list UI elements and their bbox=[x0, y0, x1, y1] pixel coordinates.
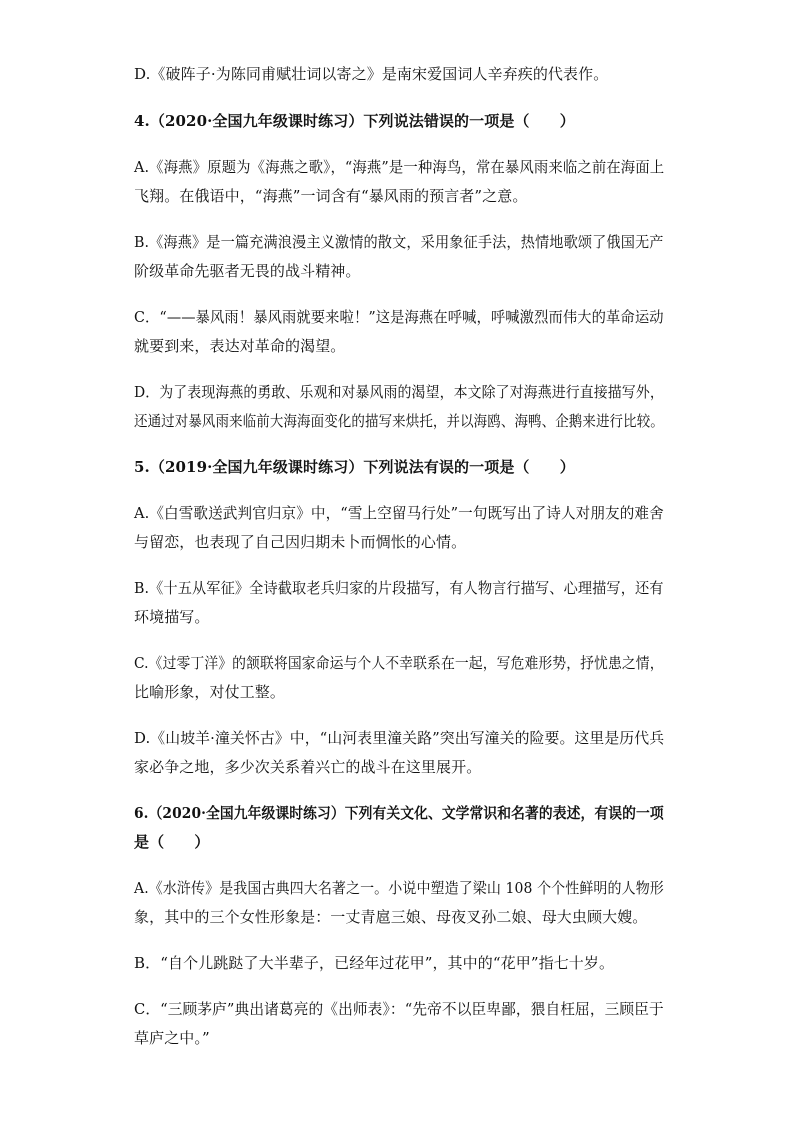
q6-option-a-line2: 象，其中的三个女性形象是：一丈青扈三娘、母夜叉孙二娘、母大虫顾大嫂。 bbox=[134, 908, 648, 926]
q4-option-b-line1: B.《海燕》是一篇充满浪漫主义激情的散文，采用象征手法，热情地歌颂了俄国无产 bbox=[134, 233, 664, 251]
q5-option-c-line1: C.《过零丁洋》的颔联将国家命运与个人不幸联系在一起，写危难形势，抒忧患之情， bbox=[134, 654, 664, 672]
q6-option-c-line2: 草庐之中。” bbox=[134, 1029, 210, 1047]
q6-stem-line2: 是（ ） bbox=[134, 833, 210, 851]
q4-option-c-line2: 就要到来，表达对革命的渴望。 bbox=[134, 337, 346, 355]
q4-option-d-line1: D．为了表现海燕的勇敢、乐观和对暴风雨的渴望，本文除了对海燕进行直接描写外， bbox=[134, 383, 664, 401]
q4-option-a-line2: 飞翔。在俄语中，“海燕”一词含有“暴风雨的预言者”之意。 bbox=[134, 187, 528, 205]
q5-option-c-line2: 比喻形象，对仗工整。 bbox=[134, 683, 286, 701]
q4-option-b-line2: 阶级革命先驱者无畏的战斗精神。 bbox=[134, 262, 361, 280]
q6-option-c-line1: C．“三顾茅庐”典出诸葛亮的《出师表》：“先帝不以臣卑鄙，猥自枉屈，三顾臣于 bbox=[134, 1000, 664, 1018]
q5-stem: 5.（2019·全国九年级课时练习）下列说法有误的一项是（ ） bbox=[134, 458, 575, 476]
q5-option-a-line2: 与留恋，也表现了自己因归期未卜而惆怅的心情。 bbox=[134, 533, 467, 551]
q4-option-c-line1: C．“——暴风雨！暴风雨就要来啦！”这是海燕在呼喊，呼喊激烈而伟大的革命运动 bbox=[134, 308, 664, 326]
q3-option-d: D.《破阵子·为陈同甫赋壮词以寄之》是南宋爱国词人辛弃疾的代表作。 bbox=[134, 65, 609, 83]
q4-option-a-line1: A.《海燕》原题为《海燕之歌》，“海燕”是一种海鸟，常在暴风雨来临之前在海面上 bbox=[134, 158, 665, 176]
q5-option-d-line2: 家必争之地，多少次关系着兴亡的战斗在这里展开。 bbox=[134, 758, 482, 776]
q4-stem: 4.（2020·全国九年级课时练习）下列说法错误的一项是（ ） bbox=[134, 112, 575, 130]
q6-stem-line1: 6.（2020·全国九年级课时练习）下列有关文化、文学常识和名著的表述，有误的一项 bbox=[134, 804, 664, 822]
q5-option-a-line1: A.《白雪歌送武判官归京》中，“雪上空留马行处”一句既写出了诗人对朋友的难舍 bbox=[134, 504, 664, 522]
q4-option-d-line2: 还通过对暴风雨来临前大海海面变化的描写来烘托，并以海鸥、海鸭、企鹅来进行比较。 bbox=[134, 412, 664, 430]
q5-option-b-line1: B.《十五从军征》全诗截取老兵归家的片段描写，有人物言行描写、心理描写，还有 bbox=[134, 579, 664, 597]
q5-option-d-line1: D.《山坡羊·潼关怀古》中，“山河表里潼关路”突出写潼关的险要。这里是历代兵 bbox=[134, 729, 665, 747]
q6-option-b-line1: B．“自个儿跳跶了大半辈子，已经年过花甲”，其中的“花甲”指七十岁。 bbox=[134, 954, 615, 972]
q5-option-b-line2: 环境描写。 bbox=[134, 608, 210, 626]
q6-option-a-line1: A.《水浒传》是我国古典四大名著之一。小说中塑造了梁山 108 个个性鲜明的人物形 bbox=[134, 879, 664, 897]
